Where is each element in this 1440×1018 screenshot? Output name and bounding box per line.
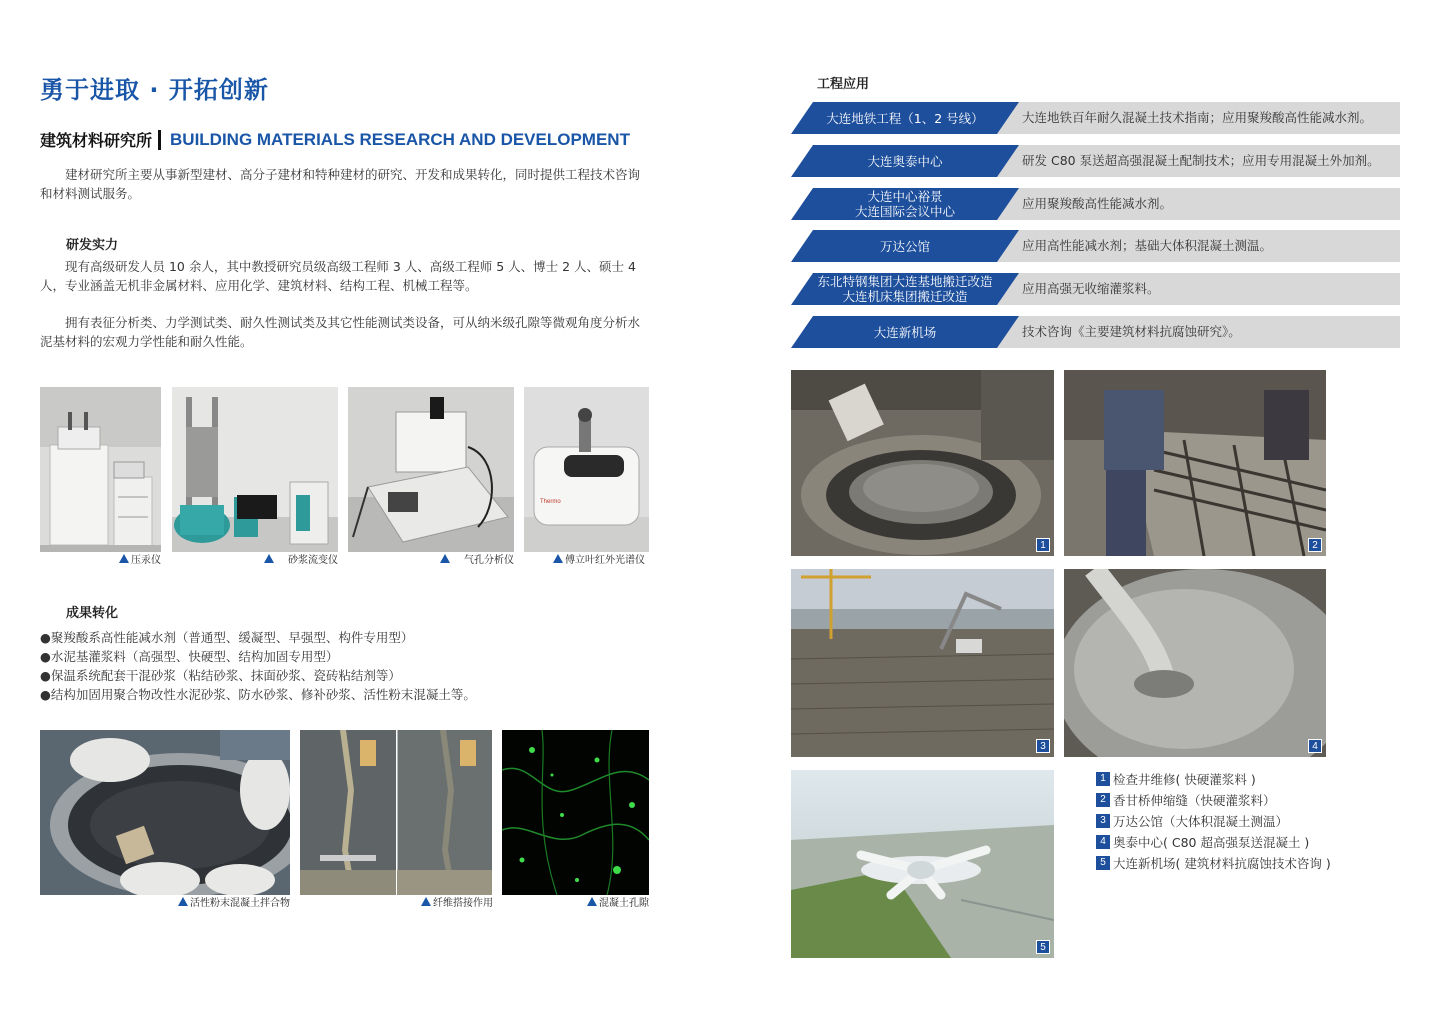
triangle-icon xyxy=(119,554,129,563)
ftir-spectrometer-photo xyxy=(524,387,649,552)
triangle-icon xyxy=(421,897,431,906)
legend-item: 4 奥泰中心( C80 超高强泵送混凝土 ) xyxy=(1096,831,1331,852)
project-photo-3 xyxy=(791,569,1054,757)
rd-paragraph-staff: 现有高级研发人员 10 余人，其中教授研究员级高级工程师 3 人、高级工程师 5 人、博士 2 人、硕士 4 人，专业涵盖无机非金属材料、应用化学、建筑材料、结构工程、机械工程等。 xyxy=(40,259,636,293)
list-item: ●聚羧酸系高性能减水剂（普通型、缓凝型、早强型、构件专用型） xyxy=(40,630,414,645)
project-name: 大连新机场 xyxy=(873,324,937,340)
project-row xyxy=(791,188,1400,220)
project-row xyxy=(791,145,1400,177)
project-description: 应用高性能减水剂；基础大体积混凝土测温。 xyxy=(1022,238,1273,253)
title-divider xyxy=(158,130,161,150)
legend-item: 5 大连新机场( 建筑材料抗腐蚀技术咨询 ) xyxy=(1096,852,1331,873)
triangle-icon xyxy=(178,897,188,906)
project-row xyxy=(791,102,1400,134)
caption-rheometer: 砂浆流变仪 xyxy=(264,551,338,566)
list-item: ●保温系统配套干混砂浆（粘结砂浆、抹面砂浆、瓷砖粘结剂等） xyxy=(40,668,401,683)
project-name: 大连地铁工程（1、2 号线） xyxy=(826,110,984,126)
project-row xyxy=(791,273,1400,305)
section-title xyxy=(40,128,630,151)
project-photo-5 xyxy=(791,770,1054,958)
page-slogan: 勇于进取 · 开拓创新 xyxy=(40,76,269,104)
project-photo-1 xyxy=(791,370,1054,556)
photo-legend xyxy=(1096,768,1331,873)
section-title-cn: 建筑材料研究所 xyxy=(40,131,153,150)
thermo-brand-text: Thermo xyxy=(540,499,561,505)
caption-pore-analyzer: 气孔分析仪 xyxy=(440,551,514,566)
caption-fiber-bridging: 纤维搭接作用 xyxy=(421,894,493,909)
project-description: 技术咨询《主要建筑材料抗腐蚀研究》。 xyxy=(1022,324,1241,339)
mercury-porosimeter-photo xyxy=(40,387,161,552)
caption-rpc-mixture: 活性粉末混凝土拌合物 xyxy=(178,894,290,909)
list-item: ●结构加固用聚合物改性水泥砂浆、防水砂浆、修补砂浆、活性粉末混凝土等。 xyxy=(40,687,476,702)
project-description: 研发 C80 泵送超高强混凝土配制技术；应用专用混凝土外加剂。 xyxy=(1022,153,1380,168)
rheometer-photo xyxy=(172,387,338,552)
project-description: 应用高强无收缩灌浆料。 xyxy=(1022,281,1160,296)
caption-concrete-pores: 混凝土孔隙 xyxy=(587,894,649,909)
triangle-icon xyxy=(553,554,563,563)
section-title-en: BUILDING MATERIALS RESEARCH AND DEVELOPMENT xyxy=(170,129,630,149)
concrete-pores-photo xyxy=(502,730,649,895)
caption-mercury-porosimeter: 压汞仪 xyxy=(119,551,161,566)
intro-paragraph: 建材研究所主要从事新型建材、高分子建材和特种建材的研究、开发和成果转化，同时提供工程技术咨询和材料测试服务。 xyxy=(40,167,641,201)
photo-number-badge: 1 xyxy=(1036,538,1050,552)
project-row xyxy=(791,316,1400,348)
legend-item: 2 香甘桥伸缩缝（快硬灌浆料） xyxy=(1096,789,1331,810)
fiber-bridging-photo xyxy=(300,730,492,895)
photo-number-badge: 5 xyxy=(1036,940,1050,954)
project-photo-4 xyxy=(1064,569,1326,757)
pore-analyzer-photo xyxy=(348,387,514,552)
triangle-icon xyxy=(587,897,597,906)
achievements-list xyxy=(40,628,476,704)
project-row xyxy=(791,230,1400,262)
legend-item: 1 检查井维修( 快硬灌浆料 ) xyxy=(1096,768,1331,789)
project-name: 东北特钢集团大连基地搬迁改造 大连机床集团搬迁改造 xyxy=(817,274,993,304)
rd-heading: 研发实力 xyxy=(66,238,119,253)
engineering-heading: 工程应用 xyxy=(817,77,870,92)
triangle-icon xyxy=(440,554,450,563)
project-name: 万达公馆 xyxy=(879,238,930,254)
triangle-icon xyxy=(264,554,274,563)
legend-item: 3 万达公馆（大体积混凝土测温） xyxy=(1096,810,1331,831)
achievements-heading: 成果转化 xyxy=(66,606,119,621)
photo-number-badge: 3 xyxy=(1036,739,1050,753)
project-photo-2 xyxy=(1064,370,1326,556)
project-description: 大连地铁百年耐久混凝土技术指南；应用聚羧酸高性能减水剂。 xyxy=(1022,110,1373,125)
project-description: 应用聚羧酸高性能减水剂。 xyxy=(1022,196,1173,211)
list-item: ●水泥基灌浆料（高强型、快硬型、结构加固专用型） xyxy=(40,649,339,664)
project-name: 大连奥泰中心 xyxy=(867,153,943,169)
caption-ftir: 傅立叶红外光谱仪 xyxy=(553,551,645,566)
photo-number-badge: 2 xyxy=(1308,538,1322,552)
project-name: 大连中心裕景 大连国际会议中心 xyxy=(854,189,955,219)
rpc-mixture-photo xyxy=(40,730,290,895)
rd-paragraph-equipment: 拥有表征分析类、力学测试类、耐久性测试类及其它性能测试类设备，可从纳米级孔隙等微观角度分析水泥基材料的宏观力学性能和耐久性能。 xyxy=(40,315,641,349)
photo-number-badge: 4 xyxy=(1308,739,1322,753)
